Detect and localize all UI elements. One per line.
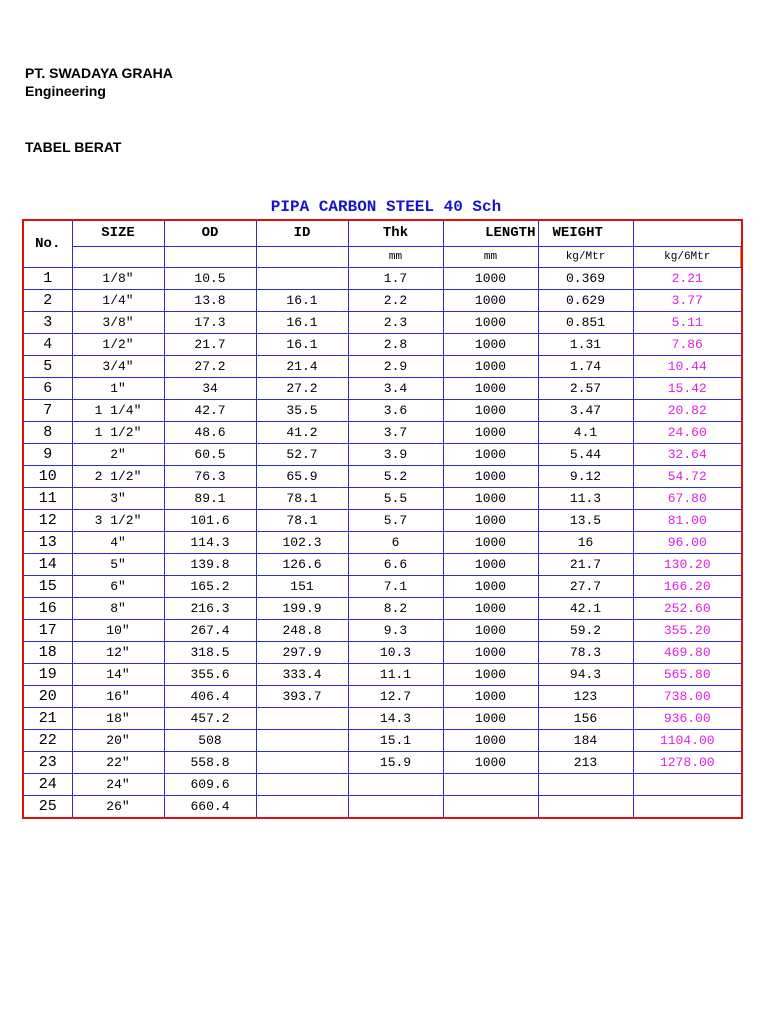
row-od: 27.2 [164,356,256,378]
row-length: 1000 [443,422,538,444]
row-length: 1000 [443,466,538,488]
row-id [256,796,348,819]
row-size: 1 1/2" [72,422,164,444]
row-length: 1000 [443,400,538,422]
row-weight: 156 [538,708,633,730]
row-weight6: 1104.00 [633,730,742,752]
row-od: 13.8 [164,290,256,312]
row-size: 1 1/4" [72,400,164,422]
row-no: 19 [23,664,72,686]
header-od: OD [164,220,256,247]
table-row [23,598,742,620]
row-size: 10" [72,620,164,642]
unit-weight: kg/Mtr [538,247,633,268]
header-length: LENGTH [443,220,538,247]
row-thk: 2.2 [348,290,443,312]
row-od: 21.7 [164,334,256,356]
row-length: 1000 [443,510,538,532]
row-weight: 78.3 [538,642,633,664]
row-weight: 123 [538,686,633,708]
row-id: 41.2 [256,422,348,444]
row-weight: 11.3 [538,488,633,510]
table-row [23,334,742,356]
row-no: 13 [23,532,72,554]
row-od: 101.6 [164,510,256,532]
row-od: 508 [164,730,256,752]
row-size: 12" [72,642,164,664]
table-row [23,774,742,796]
row-thk: 10.3 [348,642,443,664]
row-od: 17.3 [164,312,256,334]
row-weight6: 5.11 [633,312,742,334]
row-weight6: 81.00 [633,510,742,532]
row-od: 406.4 [164,686,256,708]
row-length: 1000 [443,444,538,466]
row-no: 11 [23,488,72,510]
row-no: 6 [23,378,72,400]
row-size: 3/4" [72,356,164,378]
row-od: 609.6 [164,774,256,796]
row-length: 1000 [443,598,538,620]
row-no: 12 [23,510,72,532]
row-thk: 5.5 [348,488,443,510]
row-od: 48.6 [164,422,256,444]
table-row [23,708,742,730]
row-weight: 16 [538,532,633,554]
row-length: 1000 [443,356,538,378]
row-id: 248.8 [256,620,348,642]
row-no: 10 [23,466,72,488]
header-size: SIZE [72,220,164,247]
row-no: 8 [23,422,72,444]
row-length: 1000 [443,708,538,730]
row-weight: 1.74 [538,356,633,378]
table-row [23,312,742,334]
table-row [23,620,742,642]
row-no: 18 [23,642,72,664]
row-id: 333.4 [256,664,348,686]
row-od: 60.5 [164,444,256,466]
document-title: TABEL BERAT [25,139,122,155]
row-weight6: 469.80 [633,642,742,664]
row-id: 16.1 [256,312,348,334]
table-row [23,796,742,819]
row-size: 5" [72,554,164,576]
row-weight: 3.47 [538,400,633,422]
row-weight: 59.2 [538,620,633,642]
row-weight6: 3.77 [633,290,742,312]
row-length: 1000 [443,290,538,312]
table-row [23,752,742,774]
row-size: 16" [72,686,164,708]
row-length: 1000 [443,488,538,510]
unit-weight6 [633,247,742,268]
row-od: 660.4 [164,796,256,819]
row-size: 24" [72,774,164,796]
row-weight6: 2.21 [633,268,742,290]
row-weight: 1.31 [538,334,633,356]
row-weight6: 355.20 [633,620,742,642]
row-weight [538,774,633,796]
row-size: 3 1/2" [72,510,164,532]
row-weight6: 130.20 [633,554,742,576]
table-row [23,356,742,378]
row-length: 1000 [443,642,538,664]
row-od: 114.3 [164,532,256,554]
row-size: 14" [72,664,164,686]
row-no: 9 [23,444,72,466]
table-title-wrapper [0,198,768,216]
row-length: 1000 [443,378,538,400]
row-length: 1000 [443,730,538,752]
row-weight: 0.851 [538,312,633,334]
row-no: 23 [23,752,72,774]
row-od: 267.4 [164,620,256,642]
row-id: 16.1 [256,290,348,312]
header-no: No. [23,220,72,268]
row-id [256,268,348,290]
row-length: 1000 [443,752,538,774]
row-weight: 13.5 [538,510,633,532]
row-id: 52.7 [256,444,348,466]
row-weight: 213 [538,752,633,774]
row-no: 16 [23,598,72,620]
row-id: 35.5 [256,400,348,422]
row-no: 25 [23,796,72,819]
row-weight: 27.7 [538,576,633,598]
row-id [256,752,348,774]
table-row [23,466,742,488]
row-od: 216.3 [164,598,256,620]
row-weight6: 15.42 [633,378,742,400]
row-weight6: 1278.00 [633,752,742,774]
row-thk: 7.1 [348,576,443,598]
header-blank [633,220,742,247]
row-weight: 9.12 [538,466,633,488]
row-no: 21 [23,708,72,730]
table-row [23,268,742,290]
table-row [23,488,742,510]
table-row [23,686,742,708]
row-no: 24 [23,774,72,796]
row-thk: 1.7 [348,268,443,290]
row-od: 76.3 [164,466,256,488]
row-thk: 3.4 [348,378,443,400]
row-id [256,774,348,796]
header-row [23,220,742,247]
row-weight [538,796,633,819]
row-id: 151 [256,576,348,598]
row-weight: 0.369 [538,268,633,290]
row-size: 22" [72,752,164,774]
unit-size [72,247,164,268]
row-size: 3/8" [72,312,164,334]
row-weight6: 7.86 [633,334,742,356]
row-length: 1000 [443,554,538,576]
table-row [23,532,742,554]
row-id: 21.4 [256,356,348,378]
row-size: 1/8" [72,268,164,290]
table-row [23,730,742,752]
row-thk: 3.9 [348,444,443,466]
row-length [443,774,538,796]
row-size: 18" [72,708,164,730]
row-length: 1000 [443,312,538,334]
row-length: 1000 [443,576,538,598]
row-no: 15 [23,576,72,598]
orange-edge-marker [740,247,742,267]
row-thk: 3.6 [348,400,443,422]
row-weight: 94.3 [538,664,633,686]
row-weight6: 32.64 [633,444,742,466]
row-thk [348,796,443,819]
row-weight: 21.7 [538,554,633,576]
row-size: 1" [72,378,164,400]
row-od: 165.2 [164,576,256,598]
row-no: 2 [23,290,72,312]
row-weight: 2.57 [538,378,633,400]
row-size: 4" [72,532,164,554]
row-id: 126.6 [256,554,348,576]
row-thk: 5.7 [348,510,443,532]
row-thk: 2.3 [348,312,443,334]
row-no: 20 [23,686,72,708]
row-no: 3 [23,312,72,334]
row-weight6: 738.00 [633,686,742,708]
row-length: 1000 [443,664,538,686]
row-thk: 5.2 [348,466,443,488]
row-weight6: 20.82 [633,400,742,422]
row-weight6 [633,774,742,796]
row-weight: 5.44 [538,444,633,466]
row-od: 89.1 [164,488,256,510]
pipe-weight-table [22,219,743,819]
row-od: 457.2 [164,708,256,730]
table-row [23,378,742,400]
table-row [23,576,742,598]
row-od: 139.8 [164,554,256,576]
row-id: 16.1 [256,334,348,356]
row-id: 297.9 [256,642,348,664]
row-weight6: 67.80 [633,488,742,510]
row-weight6: 166.20 [633,576,742,598]
row-id: 199.9 [256,598,348,620]
row-no: 5 [23,356,72,378]
row-od: 318.5 [164,642,256,664]
row-thk: 9.3 [348,620,443,642]
row-length: 1000 [443,334,538,356]
unit-thk: mm [348,247,443,268]
row-id: 65.9 [256,466,348,488]
row-thk: 15.1 [348,730,443,752]
table-row [23,290,742,312]
row-thk: 6.6 [348,554,443,576]
row-id: 27.2 [256,378,348,400]
row-id: 78.1 [256,488,348,510]
unit-od [164,247,256,268]
row-no: 22 [23,730,72,752]
row-weight6 [633,796,742,819]
row-id [256,730,348,752]
row-weight6: 96.00 [633,532,742,554]
table-row [23,444,742,466]
row-no: 7 [23,400,72,422]
row-length [443,796,538,819]
row-weight6: 24.60 [633,422,742,444]
header-weight: WEIGHT [538,220,633,247]
row-thk: 14.3 [348,708,443,730]
table-row [23,642,742,664]
row-size: 3" [72,488,164,510]
row-size: 20" [72,730,164,752]
row-thk: 11.1 [348,664,443,686]
unit-weight6-label: kg/6Mtr [664,251,711,263]
row-length: 1000 [443,686,538,708]
row-size: 1/2" [72,334,164,356]
header-id: ID [256,220,348,247]
row-size: 26" [72,796,164,819]
row-thk: 2.8 [348,334,443,356]
department-name: Engineering [25,83,106,99]
row-thk: 12.7 [348,686,443,708]
row-length: 1000 [443,620,538,642]
row-od: 558.8 [164,752,256,774]
row-od: 355.6 [164,664,256,686]
row-od: 42.7 [164,400,256,422]
row-weight6: 10.44 [633,356,742,378]
row-od: 10.5 [164,268,256,290]
row-weight6: 54.72 [633,466,742,488]
row-no: 4 [23,334,72,356]
unit-id [256,247,348,268]
row-thk: 15.9 [348,752,443,774]
row-no: 17 [23,620,72,642]
row-thk: 3.7 [348,422,443,444]
row-id: 78.1 [256,510,348,532]
row-no: 14 [23,554,72,576]
row-thk: 2.9 [348,356,443,378]
row-length: 1000 [443,268,538,290]
table-title: PIPA CARBON STEEL 40 Sch [270,198,502,216]
row-length: 1000 [443,532,538,554]
unit-row [23,247,742,268]
row-weight: 0.629 [538,290,633,312]
table-row [23,554,742,576]
row-size: 1/4" [72,290,164,312]
row-thk: 6 [348,532,443,554]
row-od: 34 [164,378,256,400]
row-id: 393.7 [256,686,348,708]
table-row [23,664,742,686]
row-size: 2" [72,444,164,466]
table-row [23,400,742,422]
row-size: 2 1/2" [72,466,164,488]
row-thk [348,774,443,796]
row-weight: 4.1 [538,422,633,444]
unit-length: mm [443,247,538,268]
row-size: 8" [72,598,164,620]
row-size: 6" [72,576,164,598]
header-thk: Thk [348,220,443,247]
company-name: PT. SWADAYA GRAHA [25,65,173,81]
row-weight: 184 [538,730,633,752]
row-id [256,708,348,730]
row-id: 102.3 [256,532,348,554]
row-no: 1 [23,268,72,290]
row-weight6: 936.00 [633,708,742,730]
row-weight: 42.1 [538,598,633,620]
row-weight6: 565.80 [633,664,742,686]
row-thk: 8.2 [348,598,443,620]
table-row [23,510,742,532]
table-row [23,422,742,444]
row-weight6: 252.60 [633,598,742,620]
